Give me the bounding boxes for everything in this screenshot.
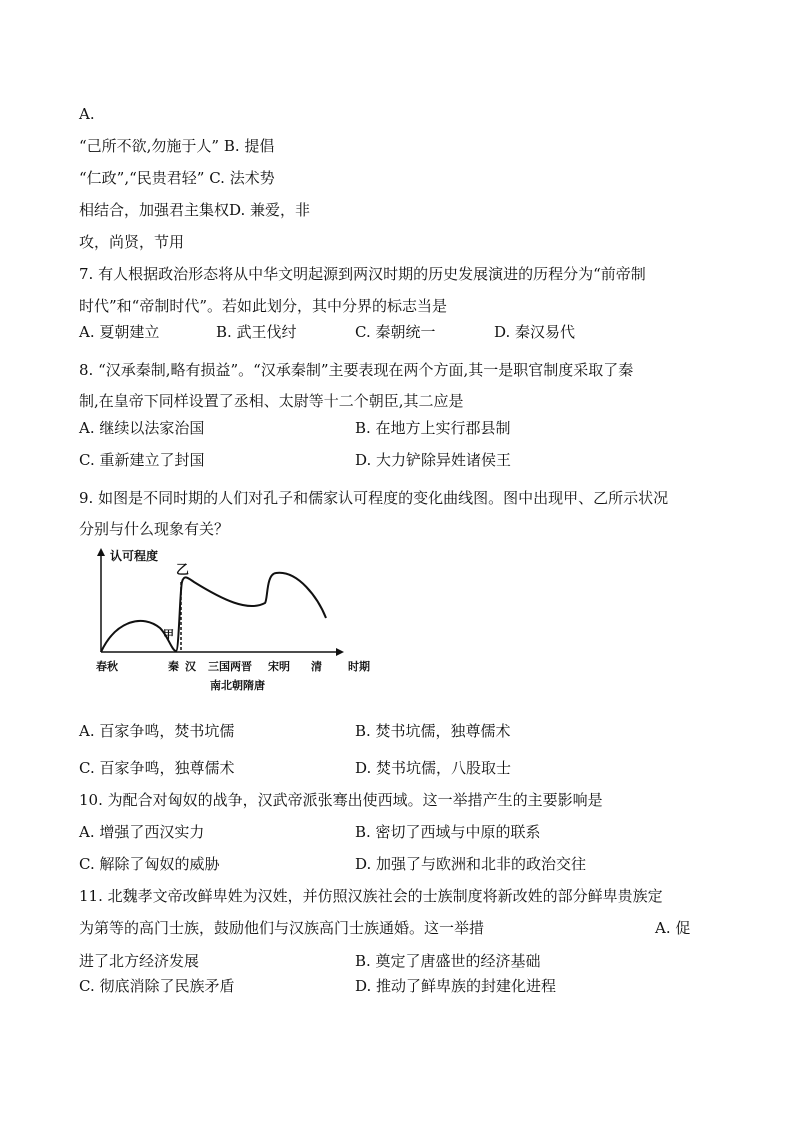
q6-line-2: “仁政”,“民贵君轻” C. 法术势 [79,169,275,187]
annotation-yi: 乙 [176,563,190,578]
x-tick-han: 汉 [185,660,196,673]
q8-option-b: B. 在地方上实行郡县制 [355,419,511,437]
q11-stem-line-2: 为第等的高门士族，鼓励他们与汉族高门士族通婚。这一举措 [79,919,485,937]
x-tick-songming: 宋明 [268,660,290,673]
q9-option-d: D. 焚书坑儒，八股取士 [355,759,512,777]
q7-option-b: B. 武王伐纣 [216,323,297,341]
recognition-curve-chart [88,548,388,700]
q6-line-1: “己所不欲,勿施于人” B. 提倡 [79,137,275,155]
q8-option-c: C. 重新建立了封国 [79,451,205,469]
q10-option-a: A. 增强了西汉实力 [79,823,205,841]
q9-option-c: C. 百家争鸣，独尊儒术 [79,759,235,777]
q7-option-a: A. 夏朝建立 [79,323,160,341]
q8-option-a: A. 继续以法家治国 [79,419,205,437]
y-axis-arrow [97,548,105,556]
y-axis-label: 认可程度 [110,549,159,563]
q11-option-c: C. 彻底消除了民族矛盾 [79,977,235,995]
q8-stem-line-2: 制,在皇帝下同样设置了丞相、太尉等十二个朝臣,其二应是 [79,392,464,410]
series-line [101,573,326,652]
q11-option-b: B. 奠定了唐盛世的经济基础 [355,952,541,970]
q8-option-d: D. 大力铲除异姓诸侯王 [355,451,512,469]
x-tick-qin: 秦 [168,660,179,673]
annotation-jia: 甲 [163,628,174,641]
x-tick-qing: 清 [311,660,322,673]
q11-option-a-tail: 进了北方经济发展 [79,952,200,970]
q7-option-c: C. 秦朝统一 [355,323,436,341]
x-tick-chunqiu: 春秋 [96,660,118,673]
q11-option-d: D. 推动了鲜卑族的封建化进程 [355,977,557,995]
x-axis-label: 时期 [348,660,370,673]
q9-option-b: B. 焚书坑儒，独尊儒术 [355,722,511,740]
x-axis-arrow [336,648,344,656]
q10-option-d: D. 加强了与欧洲和北非的政治交往 [355,855,587,873]
q11-stem-line-1: 11. 北魏孝文帝改鲜卑姓为汉姓，并仿照汉族社会的士族制度将新改姓的部分鲜卑贵族定 [79,887,663,905]
q10-option-c: C. 解除了匈奴的威胁 [79,855,220,873]
q10-option-b: B. 密切了西域与中原的联系 [355,823,541,841]
q9-stem-line-1: 9. 如图是不同时期的人们对孔子和儒家认可程度的变化曲线图。图中出现甲、乙所示状况 [79,489,669,507]
q6-option-a-label: A. [79,105,95,123]
q11-option-a-head: A. 促 [655,919,691,937]
q7-option-d: D. 秦汉易代 [494,323,576,341]
x-tick-nanbeichao: 南北朝隋唐 [210,679,265,692]
q6-line-3: 相结合，加强君主集权D. 兼爱，非 [79,201,311,219]
q6-line-4: 攻，尚贤，节用 [79,233,185,251]
q7-stem-line-1: 7. 有人根据政治形态将从中华文明起源到两汉时期的历史发展演进的历程分为“前帝制 [79,265,646,283]
q8-stem-line-1: 8. “汉承秦制,略有损益”。“汉承秦制”主要表现在两个方面,其一是职官制度采取了秦 [79,361,634,379]
q9-stem-line-2: 分别与什么现象有关？ [79,520,230,538]
q10-stem: 10. 为配合对匈奴的战争，汉武帝派张骞出使西域。这一举措产生的主要影响是 [79,791,603,809]
q9-option-a: A. 百家争鸣，焚书坑儒 [79,722,235,740]
x-tick-sanguo: 三国两晋 [208,660,252,673]
q7-stem-line-2: 时代”和“帝制时代”。若如此划分，其中分界的标志当是 [79,297,448,315]
